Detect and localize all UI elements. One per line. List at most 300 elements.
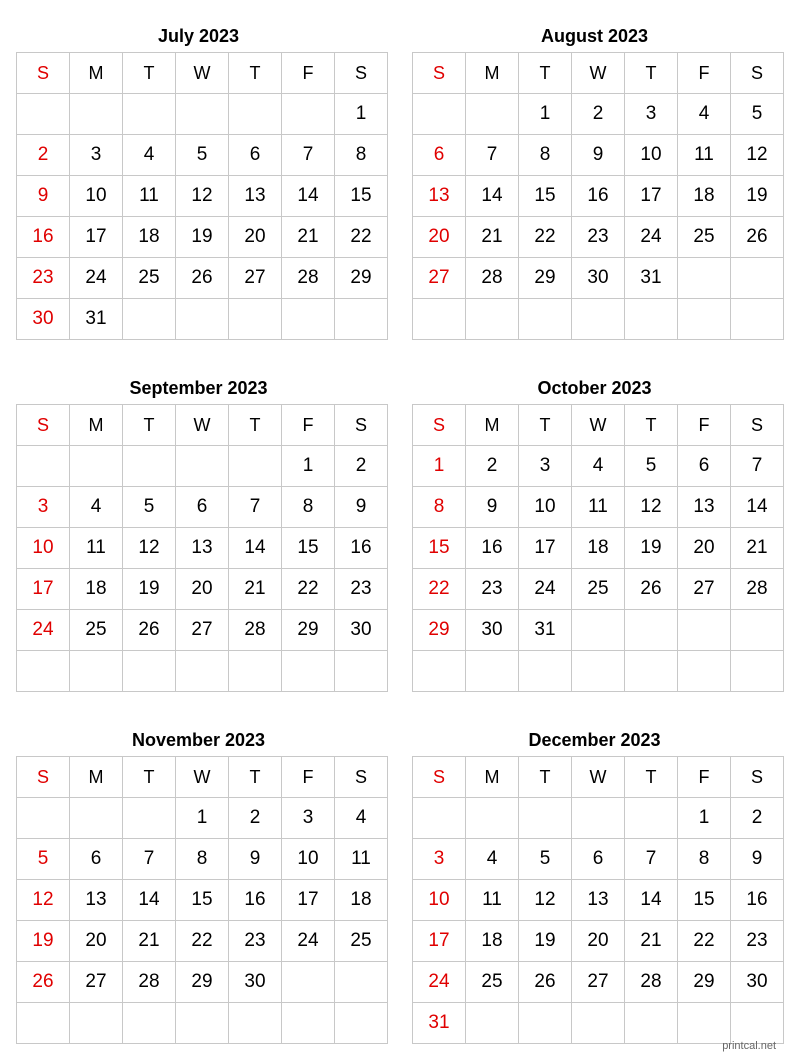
day-cell: 24 (519, 569, 572, 610)
weekday-header: S (335, 53, 388, 94)
day-cell: 22 (335, 217, 388, 258)
day-cell: 12 (17, 880, 70, 921)
month-grid (412, 404, 784, 692)
site-credit: printcal.net (722, 1040, 776, 1052)
empty-day-cell (625, 610, 678, 651)
day-cell: 8 (282, 487, 335, 528)
day-cell: 14 (123, 880, 176, 921)
day-cell: 22 (413, 569, 466, 610)
day-cell: 4 (466, 839, 519, 880)
day-cell: 24 (413, 962, 466, 1003)
day-cell: 13 (176, 528, 229, 569)
weekday-header: S (731, 757, 784, 798)
empty-day-cell (731, 1003, 784, 1044)
weekday-header: T (625, 405, 678, 446)
weekday-header: W (572, 405, 625, 446)
day-cell: 30 (466, 610, 519, 651)
weekday-header: T (229, 405, 282, 446)
weekday-header: T (519, 53, 572, 94)
day-cell: 2 (335, 446, 388, 487)
month-title: November 2023 (131, 730, 266, 750)
weekday-header: S (413, 53, 466, 94)
weekday-header: F (282, 53, 335, 94)
weekday-header: S (335, 757, 388, 798)
day-cell: 27 (229, 258, 282, 299)
empty-day-cell (70, 94, 123, 135)
day-cell: 27 (176, 610, 229, 651)
empty-day-cell (17, 798, 70, 839)
day-cell: 15 (176, 880, 229, 921)
day-cell: 4 (678, 94, 731, 135)
day-cell: 4 (123, 135, 176, 176)
day-cell: 3 (282, 798, 335, 839)
weekday-header: S (731, 53, 784, 94)
empty-day-cell (282, 651, 335, 692)
day-cell: 8 (519, 135, 572, 176)
empty-day-cell (123, 299, 176, 340)
day-cell: 29 (176, 962, 229, 1003)
day-cell: 17 (625, 176, 678, 217)
day-cell: 31 (70, 299, 123, 340)
weekday-header: S (413, 405, 466, 446)
weekday-header: S (17, 757, 70, 798)
empty-day-cell (413, 798, 466, 839)
day-cell: 21 (731, 528, 784, 569)
day-cell: 13 (229, 176, 282, 217)
empty-day-cell (70, 1003, 123, 1044)
day-cell: 28 (282, 258, 335, 299)
weekday-header: W (572, 53, 625, 94)
empty-day-cell (466, 798, 519, 839)
weekday-header: T (625, 757, 678, 798)
day-cell: 12 (519, 880, 572, 921)
day-cell: 13 (70, 880, 123, 921)
day-cell: 12 (625, 487, 678, 528)
day-cell: 6 (413, 135, 466, 176)
day-cell: 20 (229, 217, 282, 258)
weekday-header: M (70, 405, 123, 446)
week-row (413, 446, 784, 487)
day-cell: 22 (678, 921, 731, 962)
weekday-header: S (17, 405, 70, 446)
day-cell: 14 (282, 176, 335, 217)
empty-day-cell (282, 962, 335, 1003)
empty-day-cell (123, 94, 176, 135)
week-row (413, 135, 784, 176)
weekday-header-row (413, 53, 784, 94)
week-row (413, 1003, 784, 1044)
month-title: August 2023 (540, 26, 649, 46)
empty-day-cell (123, 798, 176, 839)
day-cell: 7 (625, 839, 678, 880)
week-row (17, 651, 388, 692)
day-cell: 28 (731, 569, 784, 610)
month-title: December 2023 (528, 730, 661, 750)
month-title: September 2023 (129, 378, 268, 398)
day-cell: 29 (335, 258, 388, 299)
empty-day-cell (17, 446, 70, 487)
day-cell: 16 (572, 176, 625, 217)
empty-day-cell (123, 446, 176, 487)
day-cell: 14 (625, 880, 678, 921)
day-cell: 30 (17, 299, 70, 340)
empty-day-cell (466, 299, 519, 340)
empty-day-cell (229, 651, 282, 692)
day-cell: 14 (466, 176, 519, 217)
week-row (17, 299, 388, 340)
day-cell: 3 (413, 839, 466, 880)
week-row (413, 487, 784, 528)
weekday-header: T (123, 757, 176, 798)
weekday-header: S (731, 405, 784, 446)
day-cell: 29 (282, 610, 335, 651)
day-cell: 16 (466, 528, 519, 569)
day-cell: 20 (678, 528, 731, 569)
weekday-header: F (282, 405, 335, 446)
day-cell: 30 (335, 610, 388, 651)
week-row (17, 446, 388, 487)
day-cell: 16 (731, 880, 784, 921)
week-row (17, 569, 388, 610)
day-cell: 5 (625, 446, 678, 487)
weekday-header-row (17, 53, 388, 94)
day-cell: 21 (282, 217, 335, 258)
weekday-header: F (678, 757, 731, 798)
week-row (17, 135, 388, 176)
day-cell: 28 (123, 962, 176, 1003)
weekday-header: T (229, 757, 282, 798)
day-cell: 31 (625, 258, 678, 299)
week-row (413, 299, 784, 340)
empty-day-cell (572, 1003, 625, 1044)
day-cell: 19 (123, 569, 176, 610)
empty-day-cell (17, 651, 70, 692)
weekday-header: M (70, 757, 123, 798)
day-cell: 13 (678, 487, 731, 528)
day-cell: 27 (413, 258, 466, 299)
month-grid (16, 756, 388, 1044)
day-cell: 18 (335, 880, 388, 921)
week-row (413, 610, 784, 651)
weekday-header: M (70, 53, 123, 94)
week-row (413, 176, 784, 217)
month-grid (16, 404, 388, 692)
day-cell: 15 (282, 528, 335, 569)
day-cell: 23 (229, 921, 282, 962)
day-cell: 7 (123, 839, 176, 880)
empty-day-cell (678, 651, 731, 692)
empty-day-cell (519, 299, 572, 340)
week-row (17, 487, 388, 528)
month-title: October 2023 (537, 378, 652, 398)
day-cell: 24 (625, 217, 678, 258)
day-cell: 9 (572, 135, 625, 176)
day-cell: 5 (123, 487, 176, 528)
weekday-header: T (123, 405, 176, 446)
week-row (17, 217, 388, 258)
day-cell: 23 (572, 217, 625, 258)
week-row (413, 569, 784, 610)
day-cell: 3 (17, 487, 70, 528)
day-cell: 12 (731, 135, 784, 176)
empty-day-cell (335, 962, 388, 1003)
day-cell: 26 (731, 217, 784, 258)
empty-day-cell (519, 798, 572, 839)
day-cell: 19 (519, 921, 572, 962)
empty-day-cell (572, 299, 625, 340)
day-cell: 23 (17, 258, 70, 299)
day-cell: 17 (413, 921, 466, 962)
empty-day-cell (176, 299, 229, 340)
day-cell: 21 (625, 921, 678, 962)
empty-day-cell (282, 299, 335, 340)
empty-day-cell (176, 446, 229, 487)
week-row (17, 1003, 388, 1044)
weekday-header: T (519, 405, 572, 446)
day-cell: 28 (229, 610, 282, 651)
day-cell: 16 (17, 217, 70, 258)
empty-day-cell (176, 94, 229, 135)
empty-day-cell (17, 94, 70, 135)
weekday-header-row (17, 757, 388, 798)
empty-day-cell (335, 299, 388, 340)
day-cell: 17 (17, 569, 70, 610)
week-row (17, 176, 388, 217)
day-cell: 23 (731, 921, 784, 962)
day-cell: 26 (519, 962, 572, 1003)
month-grid (412, 52, 784, 340)
empty-day-cell (625, 299, 678, 340)
weekday-header-row (413, 757, 784, 798)
day-cell: 11 (572, 487, 625, 528)
day-cell: 19 (731, 176, 784, 217)
week-row (413, 880, 784, 921)
empty-day-cell (335, 1003, 388, 1044)
week-row (17, 962, 388, 1003)
day-cell: 6 (572, 839, 625, 880)
empty-day-cell (731, 258, 784, 299)
week-row (17, 921, 388, 962)
day-cell: 10 (282, 839, 335, 880)
weekday-header: W (572, 757, 625, 798)
day-cell: 16 (229, 880, 282, 921)
week-row (413, 217, 784, 258)
empty-day-cell (466, 651, 519, 692)
weekday-header: T (519, 757, 572, 798)
empty-day-cell (70, 651, 123, 692)
weekday-header: T (625, 53, 678, 94)
day-cell: 23 (466, 569, 519, 610)
empty-day-cell (519, 1003, 572, 1044)
day-cell: 19 (176, 217, 229, 258)
day-cell: 4 (335, 798, 388, 839)
day-cell: 15 (519, 176, 572, 217)
empty-day-cell (70, 798, 123, 839)
empty-day-cell (731, 610, 784, 651)
weekday-header: S (413, 757, 466, 798)
day-cell: 29 (519, 258, 572, 299)
day-cell: 18 (70, 569, 123, 610)
month-title: July 2023 (157, 26, 240, 46)
day-cell: 12 (176, 176, 229, 217)
day-cell: 25 (572, 569, 625, 610)
day-cell: 11 (466, 880, 519, 921)
day-cell: 3 (70, 135, 123, 176)
day-cell: 22 (282, 569, 335, 610)
weekday-header: F (678, 405, 731, 446)
day-cell: 25 (678, 217, 731, 258)
day-cell: 28 (466, 258, 519, 299)
day-cell: 8 (176, 839, 229, 880)
empty-day-cell (572, 610, 625, 651)
empty-day-cell (229, 94, 282, 135)
month-grid (412, 756, 784, 1044)
day-cell: 10 (519, 487, 572, 528)
empty-day-cell (466, 94, 519, 135)
weekday-header: F (678, 53, 731, 94)
day-cell: 25 (466, 962, 519, 1003)
day-cell: 10 (70, 176, 123, 217)
empty-day-cell (678, 258, 731, 299)
weekday-header: S (335, 405, 388, 446)
day-cell: 7 (229, 487, 282, 528)
day-cell: 5 (731, 94, 784, 135)
empty-day-cell (678, 299, 731, 340)
day-cell: 31 (519, 610, 572, 651)
empty-day-cell (466, 1003, 519, 1044)
day-cell: 30 (731, 962, 784, 1003)
day-cell: 6 (229, 135, 282, 176)
week-row (413, 798, 784, 839)
empty-day-cell (282, 94, 335, 135)
day-cell: 2 (17, 135, 70, 176)
day-cell: 9 (466, 487, 519, 528)
empty-day-cell (123, 651, 176, 692)
day-cell: 21 (123, 921, 176, 962)
empty-day-cell (519, 651, 572, 692)
day-cell: 2 (229, 798, 282, 839)
empty-day-cell (335, 651, 388, 692)
day-cell: 6 (70, 839, 123, 880)
day-cell: 31 (413, 1003, 466, 1044)
day-cell: 11 (70, 528, 123, 569)
empty-day-cell (123, 1003, 176, 1044)
weekday-header: M (466, 53, 519, 94)
day-cell: 10 (413, 880, 466, 921)
week-row (17, 880, 388, 921)
empty-day-cell (572, 651, 625, 692)
week-row (17, 528, 388, 569)
day-cell: 20 (413, 217, 466, 258)
day-cell: 24 (17, 610, 70, 651)
week-row (17, 839, 388, 880)
day-cell: 2 (572, 94, 625, 135)
day-cell: 8 (335, 135, 388, 176)
day-cell: 6 (678, 446, 731, 487)
day-cell: 30 (229, 962, 282, 1003)
day-cell: 12 (123, 528, 176, 569)
day-cell: 19 (17, 921, 70, 962)
day-cell: 3 (625, 94, 678, 135)
day-cell: 4 (572, 446, 625, 487)
day-cell: 26 (625, 569, 678, 610)
empty-day-cell (229, 1003, 282, 1044)
week-row (17, 258, 388, 299)
day-cell: 21 (229, 569, 282, 610)
week-row (413, 962, 784, 1003)
day-cell: 3 (519, 446, 572, 487)
day-cell: 20 (176, 569, 229, 610)
day-cell: 13 (413, 176, 466, 217)
day-cell: 6 (176, 487, 229, 528)
day-cell: 8 (678, 839, 731, 880)
day-cell: 16 (335, 528, 388, 569)
day-cell: 23 (335, 569, 388, 610)
weekday-header-row (17, 405, 388, 446)
day-cell: 18 (678, 176, 731, 217)
weekday-header: W (176, 53, 229, 94)
empty-day-cell (17, 1003, 70, 1044)
day-cell: 24 (282, 921, 335, 962)
day-cell: 7 (466, 135, 519, 176)
weekday-header: F (282, 757, 335, 798)
day-cell: 22 (519, 217, 572, 258)
empty-day-cell (731, 299, 784, 340)
day-cell: 25 (70, 610, 123, 651)
week-row (17, 798, 388, 839)
day-cell: 10 (17, 528, 70, 569)
day-cell: 10 (625, 135, 678, 176)
day-cell: 26 (176, 258, 229, 299)
day-cell: 9 (229, 839, 282, 880)
day-cell: 5 (519, 839, 572, 880)
day-cell: 1 (519, 94, 572, 135)
empty-day-cell (229, 299, 282, 340)
week-row (413, 651, 784, 692)
day-cell: 11 (678, 135, 731, 176)
day-cell: 20 (572, 921, 625, 962)
empty-day-cell (678, 610, 731, 651)
day-cell: 11 (335, 839, 388, 880)
day-cell: 9 (335, 487, 388, 528)
day-cell: 15 (413, 528, 466, 569)
day-cell: 26 (123, 610, 176, 651)
day-cell: 15 (335, 176, 388, 217)
day-cell: 1 (282, 446, 335, 487)
empty-day-cell (282, 1003, 335, 1044)
week-row (413, 921, 784, 962)
day-cell: 7 (282, 135, 335, 176)
day-cell: 1 (678, 798, 731, 839)
day-cell: 29 (678, 962, 731, 1003)
week-row (17, 610, 388, 651)
day-cell: 22 (176, 921, 229, 962)
weekday-header: T (123, 53, 176, 94)
day-cell: 11 (123, 176, 176, 217)
empty-day-cell (413, 94, 466, 135)
day-cell: 17 (282, 880, 335, 921)
day-cell: 19 (625, 528, 678, 569)
day-cell: 30 (572, 258, 625, 299)
empty-day-cell (413, 651, 466, 692)
day-cell: 17 (519, 528, 572, 569)
day-cell: 21 (466, 217, 519, 258)
weekday-header: S (17, 53, 70, 94)
day-cell: 24 (70, 258, 123, 299)
day-cell: 17 (70, 217, 123, 258)
day-cell: 2 (731, 798, 784, 839)
day-cell: 27 (70, 962, 123, 1003)
